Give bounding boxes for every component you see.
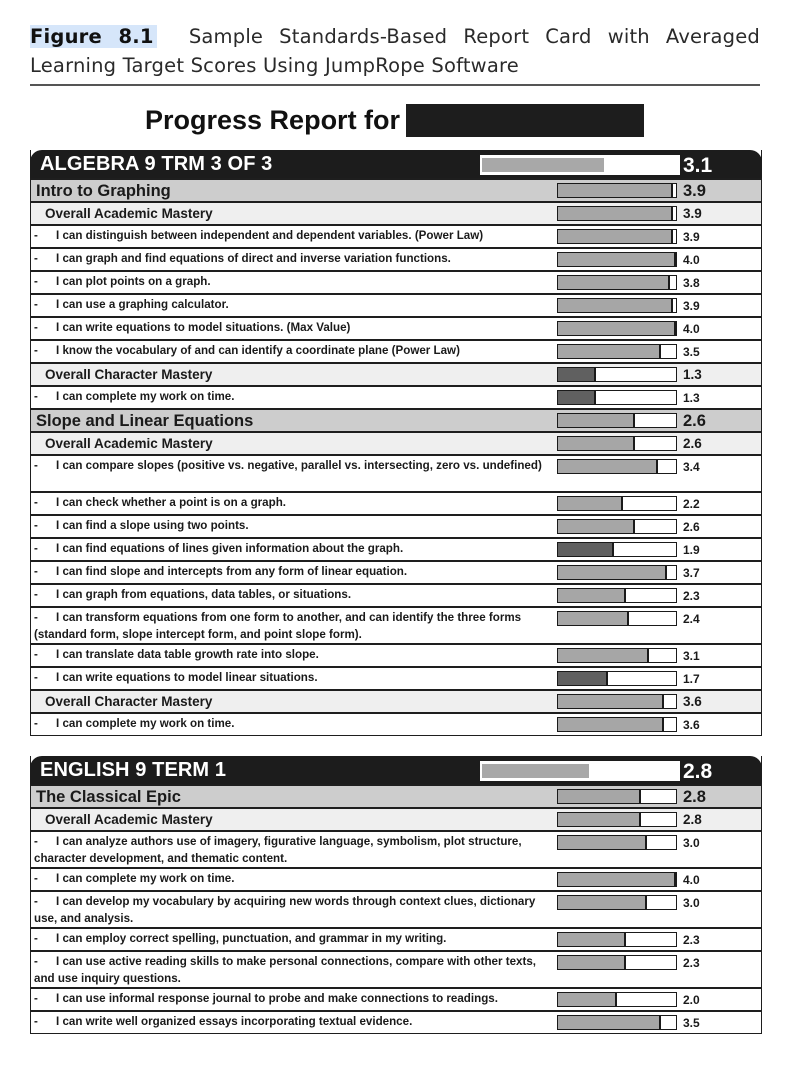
row-label-text: Overall Academic Mastery bbox=[45, 812, 213, 827]
row-label bbox=[34, 494, 549, 511]
row-label-text: Overall Character Mastery bbox=[45, 367, 213, 382]
learning-target-row bbox=[31, 890, 761, 927]
score-bar bbox=[557, 413, 677, 428]
row-score: 3.9 bbox=[683, 182, 706, 200]
bullet-dash: - bbox=[34, 611, 38, 624]
row-label bbox=[45, 810, 560, 829]
row-label-text: I can use informal response journal to probe and make connections to readings. bbox=[56, 992, 498, 1005]
score-bar bbox=[557, 542, 677, 557]
score-bar-fill bbox=[558, 276, 670, 289]
learning-target-row bbox=[31, 606, 761, 643]
row-score: 1.7 bbox=[683, 672, 700, 686]
row-score: 2.0 bbox=[683, 993, 700, 1007]
score-bar-fill bbox=[558, 896, 647, 909]
row-label bbox=[34, 669, 549, 686]
row-score: 2.3 bbox=[683, 589, 700, 603]
learning-target-row bbox=[31, 560, 761, 583]
row-label bbox=[34, 715, 549, 732]
score-bar-fill bbox=[558, 299, 673, 312]
row-label bbox=[34, 563, 549, 580]
unit-row bbox=[31, 784, 761, 807]
course-card bbox=[30, 756, 762, 1034]
score-bar bbox=[557, 229, 677, 244]
row-label-text: I can analyze authors use of imagery, figurative language, symbolism, plot structure, character development, and thematic content. bbox=[34, 835, 522, 865]
row-label-text: I can complete my work on time. bbox=[56, 717, 235, 730]
score-bar bbox=[557, 611, 677, 626]
score-bar bbox=[557, 872, 677, 887]
row-label bbox=[34, 833, 549, 867]
score-bar-fill bbox=[558, 566, 667, 579]
score-bar-fill bbox=[558, 813, 641, 826]
row-label-text: I can plot points on a graph. bbox=[56, 275, 211, 288]
row-label bbox=[34, 457, 549, 474]
row-label-text: I can use a graphing calculator. bbox=[56, 298, 229, 311]
bullet-dash: - bbox=[34, 496, 38, 509]
row-label bbox=[36, 787, 551, 807]
score-bar bbox=[557, 298, 677, 313]
row-label-text: I can graph and find equations of direct and inverse variation functions. bbox=[56, 252, 451, 265]
score-bar bbox=[557, 459, 677, 474]
row-score: 2.4 bbox=[683, 612, 700, 626]
row-score: 3.0 bbox=[683, 896, 700, 910]
mastery-group-row bbox=[31, 201, 761, 224]
bullet-dash: - bbox=[34, 1015, 38, 1028]
row-score: 2.6 bbox=[683, 520, 700, 534]
score-bar-fill bbox=[558, 933, 626, 946]
report-title-text: Progress Report for bbox=[145, 105, 401, 135]
row-score: 2.8 bbox=[683, 788, 706, 806]
learning-target-row bbox=[31, 537, 761, 560]
redacted-student-name bbox=[406, 104, 644, 137]
course-score: 2.8 bbox=[683, 760, 713, 783]
learning-target-row bbox=[31, 950, 761, 987]
learning-target-row bbox=[31, 339, 761, 362]
score-bar-fill bbox=[558, 790, 641, 803]
learning-target-row bbox=[31, 224, 761, 247]
row-label-text: I can complete my work on time. bbox=[56, 872, 235, 885]
row-label bbox=[36, 411, 551, 431]
row-label bbox=[34, 342, 549, 359]
score-bar-fill bbox=[558, 695, 664, 708]
figure-caption-text: Sample Standards-Based Report Card with Averaged Learning Target Scores Using JumpRope Software bbox=[30, 25, 760, 77]
row-score: 1.3 bbox=[683, 391, 700, 405]
score-bar bbox=[557, 206, 677, 221]
figure-caption bbox=[30, 22, 760, 80]
row-label bbox=[34, 646, 549, 663]
row-label-text: Slope and Linear Equations bbox=[36, 412, 254, 430]
score-bar bbox=[557, 671, 677, 686]
score-bar-fill bbox=[558, 207, 673, 220]
row-label bbox=[34, 296, 549, 313]
row-label bbox=[34, 250, 549, 267]
row-label bbox=[34, 1013, 549, 1030]
row-score: 3.5 bbox=[683, 1016, 700, 1030]
row-label-text: I can distinguish between independent and dependent variables. (Power Law) bbox=[56, 229, 484, 242]
learning-target-row bbox=[31, 927, 761, 950]
score-bar bbox=[557, 932, 677, 947]
row-score: 3.7 bbox=[683, 566, 700, 580]
report-title bbox=[145, 103, 644, 137]
score-bar-fill bbox=[558, 543, 614, 556]
course-score-bar-fill bbox=[482, 158, 604, 172]
row-score: 3.4 bbox=[683, 460, 700, 474]
row-label-text: I know the vocabulary of and can identify a coordinate plane (Power Law) bbox=[56, 344, 460, 357]
row-label bbox=[34, 609, 549, 643]
row-label-text: I can develop my vocabulary by acquiring new words through context clues, dictionary use, and analysis. bbox=[34, 895, 536, 925]
mastery-group-row bbox=[31, 431, 761, 454]
score-bar bbox=[557, 895, 677, 910]
learning-target-row bbox=[31, 666, 761, 689]
bullet-dash: - bbox=[34, 565, 38, 578]
score-bar bbox=[557, 183, 677, 198]
score-bar-fill bbox=[558, 589, 626, 602]
score-bar bbox=[557, 436, 677, 451]
caption-divider bbox=[30, 84, 760, 86]
score-bar-fill bbox=[558, 873, 676, 886]
row-label-text: I can transform equations from one form to another, and can identify the three forms (standard form, slope intercept form, and point slope form). bbox=[34, 611, 522, 641]
row-label-text: Overall Character Mastery bbox=[45, 694, 213, 709]
row-label-text: I can write equations to model situations. (Max Value) bbox=[56, 321, 351, 334]
score-bar bbox=[557, 496, 677, 511]
bullet-dash: - bbox=[34, 648, 38, 661]
row-label bbox=[34, 870, 549, 887]
learning-target-row bbox=[31, 293, 761, 316]
score-bar-fill bbox=[558, 649, 649, 662]
bullet-dash: - bbox=[34, 519, 38, 532]
row-score: 3.6 bbox=[683, 694, 702, 709]
row-score: 1.3 bbox=[683, 367, 702, 382]
row-label bbox=[34, 953, 549, 987]
score-bar-fill bbox=[558, 345, 661, 358]
score-bar bbox=[557, 694, 677, 709]
course-rows bbox=[31, 178, 761, 735]
row-label-text: I can compare slopes (positive vs. negative, parallel vs. intersecting, zero vs. undefined) bbox=[56, 459, 542, 472]
learning-target-row bbox=[31, 1010, 761, 1033]
course-title: ENGLISH 9 TERM 1 bbox=[40, 759, 227, 781]
score-bar bbox=[557, 648, 677, 663]
mastery-group-row bbox=[31, 807, 761, 830]
bullet-dash: - bbox=[34, 588, 38, 601]
row-label bbox=[34, 517, 549, 534]
score-bar-fill bbox=[558, 612, 629, 625]
mastery-group-row bbox=[31, 362, 761, 385]
row-label-text: I can translate data table growth rate into slope. bbox=[56, 648, 319, 661]
score-bar bbox=[557, 321, 677, 336]
bullet-dash: - bbox=[34, 321, 38, 334]
score-bar-fill bbox=[558, 437, 635, 450]
row-label-text: I can complete my work on time. bbox=[56, 390, 235, 403]
learning-target-row bbox=[31, 247, 761, 270]
bullet-dash: - bbox=[34, 671, 38, 684]
row-label-text: Overall Academic Mastery bbox=[45, 206, 213, 221]
row-score: 2.6 bbox=[683, 436, 702, 451]
row-label bbox=[34, 227, 549, 244]
row-score: 4.0 bbox=[683, 322, 700, 336]
row-label-text: Intro to Graphing bbox=[36, 182, 171, 200]
score-bar-fill bbox=[558, 230, 673, 243]
score-bar bbox=[557, 812, 677, 827]
row-label-text: I can find a slope using two points. bbox=[56, 519, 249, 532]
row-score: 2.3 bbox=[683, 956, 700, 970]
score-bar-fill bbox=[558, 497, 623, 510]
score-bar-fill bbox=[558, 836, 647, 849]
figure-label: Figure 8.1 bbox=[30, 25, 157, 48]
row-label bbox=[34, 388, 549, 405]
row-score: 4.0 bbox=[683, 253, 700, 267]
bullet-dash: - bbox=[34, 298, 38, 311]
score-bar-fill bbox=[558, 391, 596, 404]
score-bar bbox=[557, 275, 677, 290]
mastery-group-row bbox=[31, 689, 761, 712]
score-bar bbox=[557, 390, 677, 405]
learning-target-row bbox=[31, 830, 761, 867]
learning-target-row bbox=[31, 712, 761, 735]
learning-target-row bbox=[31, 987, 761, 1010]
course-score: 3.1 bbox=[683, 154, 713, 177]
score-bar bbox=[557, 835, 677, 850]
score-bar bbox=[557, 588, 677, 603]
score-bar bbox=[557, 992, 677, 1007]
course-score-bar bbox=[480, 155, 680, 175]
score-bar bbox=[557, 565, 677, 580]
bullet-dash: - bbox=[34, 275, 38, 288]
row-score: 2.3 bbox=[683, 933, 700, 947]
bullet-dash: - bbox=[34, 992, 38, 1005]
score-bar bbox=[557, 344, 677, 359]
learning-target-row bbox=[31, 491, 761, 514]
score-bar-fill bbox=[558, 253, 676, 266]
row-label bbox=[34, 990, 549, 1007]
bullet-dash: - bbox=[34, 252, 38, 265]
row-label bbox=[34, 273, 549, 290]
row-score: 3.5 bbox=[683, 345, 700, 359]
row-label bbox=[36, 181, 551, 201]
bullet-dash: - bbox=[34, 717, 38, 730]
course-score-bar-fill bbox=[482, 764, 589, 778]
learning-target-row bbox=[31, 867, 761, 890]
row-label bbox=[45, 434, 560, 453]
bullet-dash: - bbox=[34, 344, 38, 357]
score-bar bbox=[557, 519, 677, 534]
row-label bbox=[34, 540, 549, 557]
score-bar bbox=[557, 789, 677, 804]
score-bar bbox=[557, 252, 677, 267]
row-score: 3.1 bbox=[683, 649, 700, 663]
row-label bbox=[34, 893, 549, 927]
row-label bbox=[34, 319, 549, 336]
row-label bbox=[34, 930, 549, 947]
score-bar-fill bbox=[558, 322, 676, 335]
score-bar-fill bbox=[558, 368, 596, 381]
score-bar-fill bbox=[558, 414, 635, 427]
score-bar bbox=[557, 955, 677, 970]
row-label bbox=[45, 204, 560, 223]
course-score-bar bbox=[480, 761, 680, 781]
bullet-dash: - bbox=[34, 459, 38, 472]
score-bar-fill bbox=[558, 520, 635, 533]
learning-target-row bbox=[31, 514, 761, 537]
row-label-text: I can write well organized essays incorporating textual evidence. bbox=[56, 1015, 413, 1028]
course-rows bbox=[31, 784, 761, 1033]
learning-target-row bbox=[31, 583, 761, 606]
learning-target-row bbox=[31, 454, 761, 491]
bullet-dash: - bbox=[34, 835, 38, 848]
bullet-dash: - bbox=[34, 229, 38, 242]
bullet-dash: - bbox=[34, 895, 38, 908]
unit-row bbox=[31, 408, 761, 431]
row-score: 2.8 bbox=[683, 812, 702, 827]
row-label-text: The Classical Epic bbox=[36, 788, 181, 806]
row-label-text: I can employ correct spelling, punctuation, and grammar in my writing. bbox=[56, 932, 447, 945]
bullet-dash: - bbox=[34, 390, 38, 403]
course-header bbox=[30, 756, 762, 784]
row-label bbox=[45, 692, 560, 711]
score-bar-fill bbox=[558, 460, 658, 473]
bullet-dash: - bbox=[34, 932, 38, 945]
learning-target-row bbox=[31, 270, 761, 293]
learning-target-row bbox=[31, 385, 761, 408]
row-score: 3.8 bbox=[683, 276, 700, 290]
course-title: ALGEBRA 9 TRM 3 OF 3 bbox=[40, 153, 273, 175]
score-bar-fill bbox=[558, 184, 673, 197]
row-score: 3.9 bbox=[683, 230, 700, 244]
unit-row bbox=[31, 178, 761, 201]
score-bar-fill bbox=[558, 672, 608, 685]
row-score: 1.9 bbox=[683, 543, 700, 557]
row-label-text: I can write equations to model linear situations. bbox=[56, 671, 318, 684]
bullet-dash: - bbox=[34, 542, 38, 555]
row-score: 4.0 bbox=[683, 873, 700, 887]
row-label-text: I can use active reading skills to make personal connections, compare with other texts, and use inquiry questions. bbox=[34, 955, 537, 985]
score-bar bbox=[557, 717, 677, 732]
row-label-text: Overall Academic Mastery bbox=[45, 436, 213, 451]
row-label bbox=[45, 365, 560, 384]
bullet-dash: - bbox=[34, 872, 38, 885]
learning-target-row bbox=[31, 316, 761, 339]
score-bar-fill bbox=[558, 718, 664, 731]
row-score: 3.0 bbox=[683, 836, 700, 850]
row-score: 2.2 bbox=[683, 497, 700, 511]
row-label-text: I can graph from equations, data tables, or situations. bbox=[56, 588, 352, 601]
score-bar bbox=[557, 1015, 677, 1030]
row-label-text: I can find slope and intercepts from any form of linear equation. bbox=[56, 565, 408, 578]
row-score: 3.6 bbox=[683, 718, 700, 732]
course-card bbox=[30, 150, 762, 736]
bullet-dash: - bbox=[34, 955, 38, 968]
score-bar bbox=[557, 367, 677, 382]
row-label bbox=[34, 586, 549, 603]
row-score: 3.9 bbox=[683, 206, 702, 221]
row-score: 3.9 bbox=[683, 299, 700, 313]
score-bar-fill bbox=[558, 956, 626, 969]
row-label-text: I can check whether a point is on a graph. bbox=[56, 496, 286, 509]
score-bar-fill bbox=[558, 1016, 661, 1029]
score-bar-fill bbox=[558, 993, 617, 1006]
row-label-text: I can find equations of lines given information about the graph. bbox=[56, 542, 404, 555]
course-header bbox=[30, 150, 762, 178]
row-score: 2.6 bbox=[683, 412, 706, 430]
learning-target-row bbox=[31, 643, 761, 666]
